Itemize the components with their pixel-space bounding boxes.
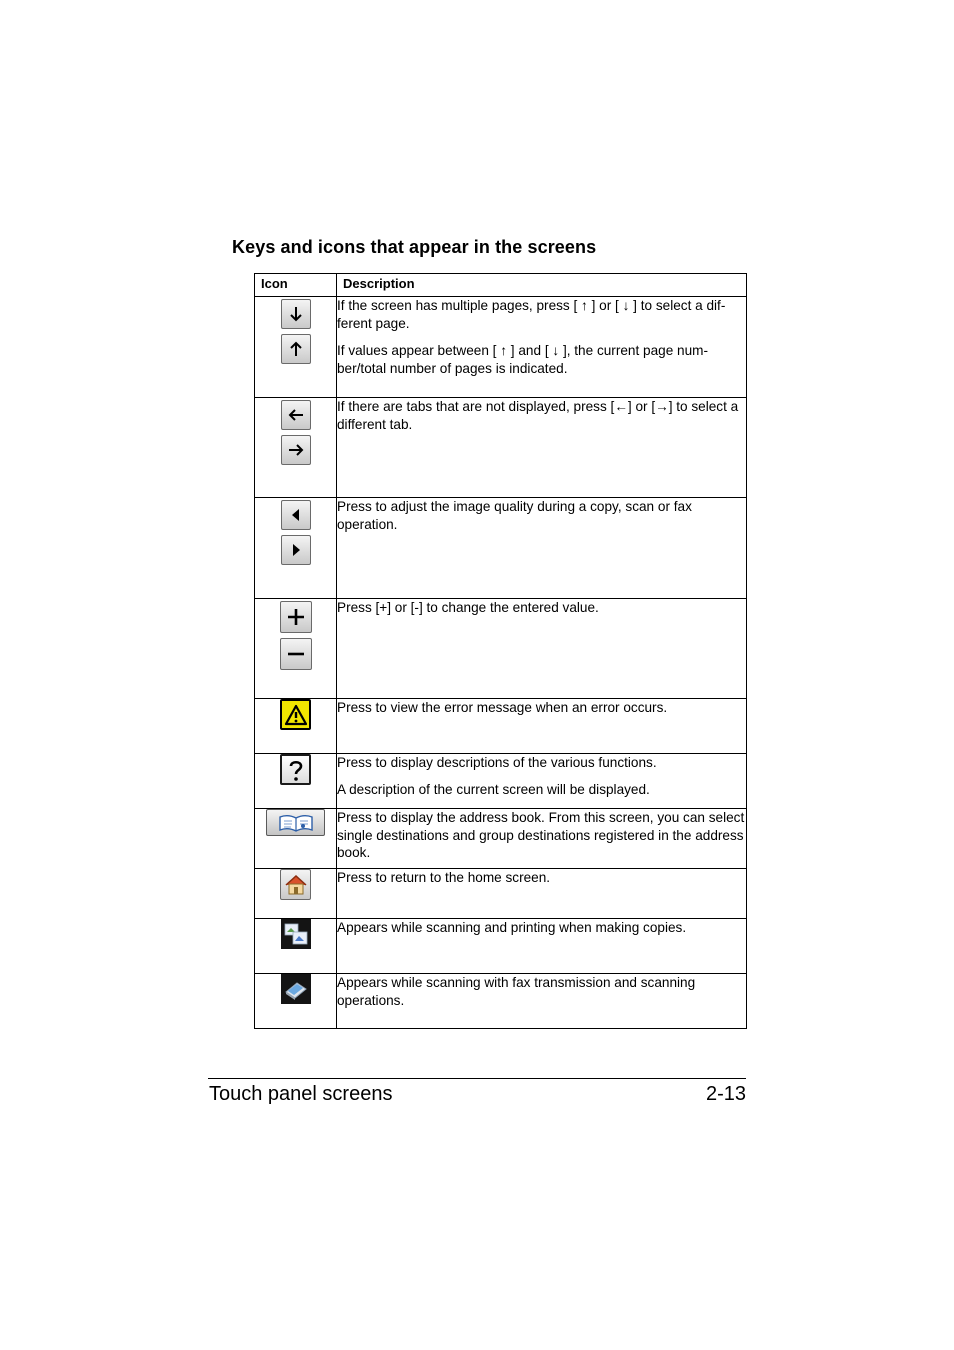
description-cell [337, 398, 747, 498]
description-cell [337, 599, 747, 699]
arrow-left-icon [281, 400, 311, 430]
footer-page-number: 2-13 [705, 1083, 746, 1105]
table-row [255, 754, 747, 809]
icon-cell [255, 754, 337, 809]
icon-cell [255, 699, 337, 754]
plus-icon [280, 601, 312, 633]
description-cell [337, 754, 747, 809]
fax-scanning-icon [281, 974, 311, 1004]
home-icon [280, 869, 311, 900]
description-text: Press to display descriptions of the various functions. [337, 755, 657, 770]
table-row [255, 599, 747, 699]
description-cell [337, 498, 747, 599]
footer-divider [208, 1078, 746, 1079]
triangle-right-icon [281, 535, 311, 565]
table-row [255, 809, 747, 869]
description-cell [337, 974, 747, 1029]
copy-scanning-icon [281, 919, 311, 949]
description-text: Press [+] or [-] to change the entered value. [337, 600, 599, 615]
arrow-down-icon [281, 299, 311, 329]
icon-cell [255, 297, 337, 398]
arrow-up-icon [281, 334, 311, 364]
description-text: Press to display the address book. From this screen, you can select single destinations and group destinations registered in the address book. [337, 810, 745, 860]
icon-cell [255, 398, 337, 498]
icon-cell [255, 919, 337, 974]
description-text: If there are tabs that are not displayed, press [←] or [→] to select a different tab. [337, 399, 739, 432]
description-cell [337, 919, 747, 974]
section-title: Keys and icons that appear in the screens [232, 237, 597, 257]
description-text: Appears while scanning with fax transmission and scanning operations. [337, 975, 696, 1008]
table-row [255, 974, 747, 1029]
description-cell [337, 869, 747, 919]
icon-cell [255, 869, 337, 919]
description-column-header: Description [337, 274, 747, 297]
warning-icon [280, 699, 311, 730]
icon-cell [255, 498, 337, 599]
table-row [255, 699, 747, 754]
icon-column-header: Icon [255, 274, 337, 297]
table-header-row [255, 274, 747, 297]
description-text: A description of the current screen will be displayed. [337, 781, 650, 797]
address-book-icon [266, 809, 325, 836]
triangle-left-icon [281, 500, 311, 530]
table-row [255, 498, 747, 599]
description-text: If values appear between [ ↑ ] and [ ↓ ], the current page num-ber/total number of pages is indicated. [337, 343, 709, 376]
description-text: Appears while scanning and printing when making copies. [337, 920, 687, 935]
keys-icons-table [254, 273, 747, 1029]
description-text: Press to return to the home screen. [337, 870, 551, 885]
description-cell [337, 809, 747, 869]
description-text: Press to view the error message when an error occurs. [337, 700, 668, 715]
arrow-right-icon [281, 435, 311, 465]
description-cell [337, 699, 747, 754]
icon-cell [255, 974, 337, 1029]
table-row [255, 919, 747, 974]
description-cell [337, 297, 747, 398]
minus-icon [280, 638, 312, 670]
table-row [255, 398, 747, 498]
help-question-icon [280, 754, 311, 785]
table-row [255, 869, 747, 919]
icon-cell [255, 809, 337, 869]
icon-cell [255, 599, 337, 699]
footer-section-name: Touch panel screens [209, 1083, 393, 1105]
table-row [255, 297, 747, 398]
description-text: Press to adjust the image quality during a copy, scan or fax operation. [337, 499, 692, 532]
description-text: If the screen has multiple pages, press [ ↑ ] or [ ↓ ] to select a dif-ferent page. [337, 298, 726, 331]
